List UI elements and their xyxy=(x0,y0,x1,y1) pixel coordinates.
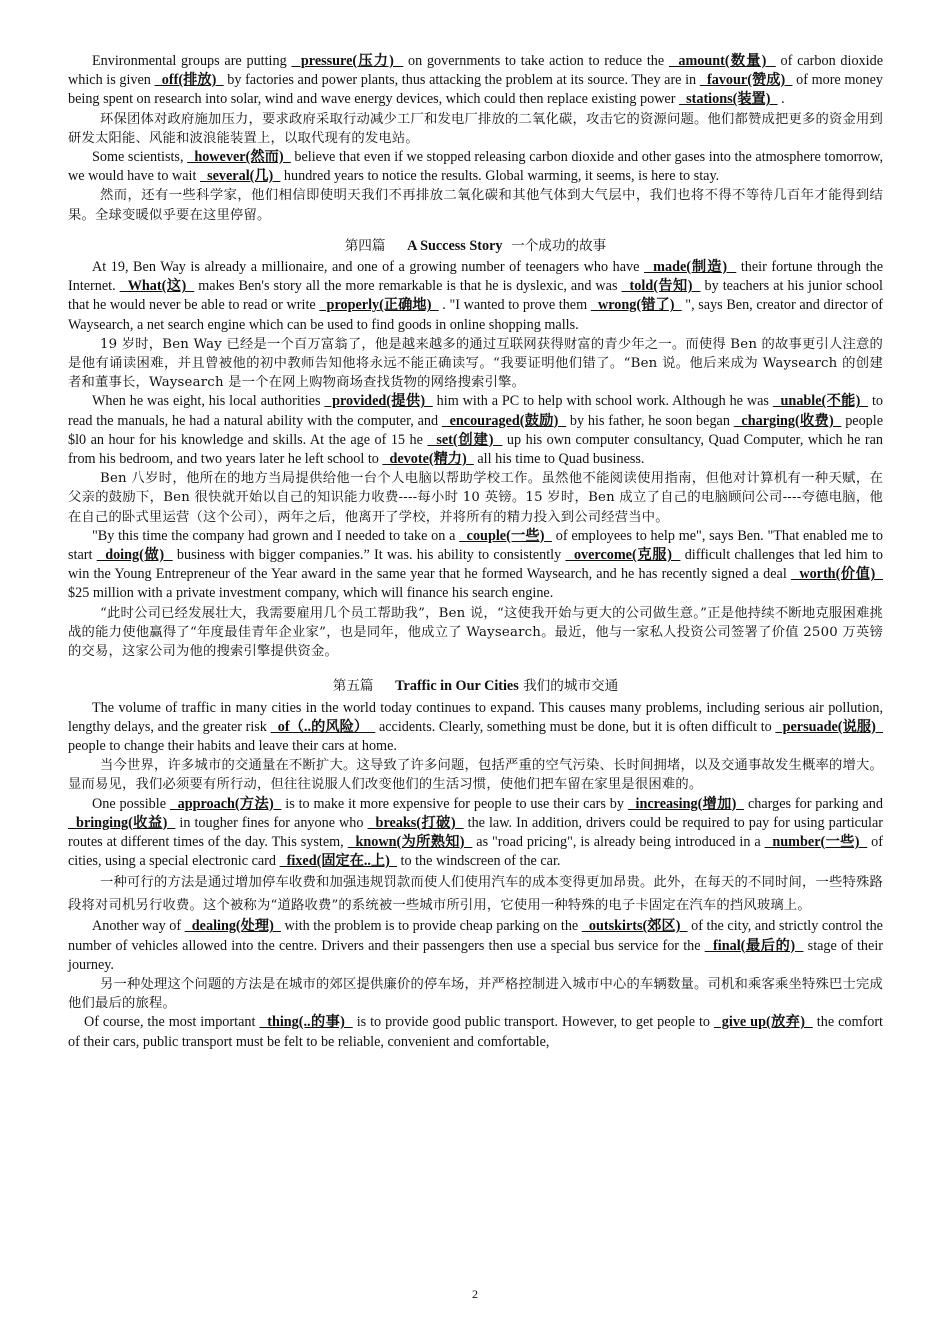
filled-blank: stations(装置) xyxy=(679,91,778,108)
paragraph-when-eight-zh: Ben 八岁时，他所在的地方当局提供给他一台个人电脑以帮助学校工作。虽然他不能阅读使用指南，但他对计算机有一种天赋，在父亲的鼓励下，Ben 很快就开始以自己的知识能力收费----每小时 10 英镑。15 岁时，Ben 成立了自己的电脑顾问公司----夸德电脑，他在自己的卧式里运营（这个公司），两年之后，他离开了学校，并将所有的精力投入到公司经营当中。 xyxy=(68,471,883,525)
filled-blank: bringing(收益) xyxy=(68,814,176,831)
section-title-success-story xyxy=(68,237,883,256)
filled-blank: number(一些) xyxy=(764,833,868,850)
paragraph-some-scientists: Some scientists, however(然而) believe that even if we stopped releasing carbon dioxide and other gases into the atmosphere tomorrow, we would have to wait several(几) hundred years to notice the results. Global warming, it seems, is here to stay. xyxy=(68,149,883,185)
filled-blank: amount(数量) xyxy=(668,53,776,69)
filled-blank: persuade(说服) xyxy=(775,718,883,735)
filled-blank: final(最后的) xyxy=(704,937,804,954)
section-prefix: 第四篇 xyxy=(344,237,386,254)
paragraph-one-possible-approach: One possible approach(方法) is to make it more expensive for people to use their cars by increasing(增加) charges for parking and bringing(收益) in tougher fines for anyone who breaks(打破) the law. In addition, drivers could be required to pay for using particular routes at different times of the day. This system, known(为所熟知) as "road pricing", is already being introduced in a number(一些) of cities, using a special electronic card fixed(固定在..上) to the windscreen of the car. xyxy=(68,795,883,870)
filled-blank: pressure(压力) xyxy=(291,53,404,69)
filled-blank: told(告知) xyxy=(621,278,701,295)
page-number: 2 xyxy=(472,1287,478,1301)
paragraph-of-course: Of course, the most important thing(..的事) is to provide good public transport. However, to get people to give up(放弃) the comfort of their cars, public transport must be felt to be reliable, convenient and comfortable, xyxy=(68,1014,883,1050)
section-name: A Success Story xyxy=(407,237,503,254)
paragraph-another-way: Another way of dealing(处理) with the problem is to provide cheap parking on the outskirts(郊区) of the city, and strictly control the number of vehicles allowed into the centre. Drivers and their passengers then use a special bus service for the final(最后的) stage of their journey. xyxy=(68,918,883,973)
filled-blank: give up(放弃) xyxy=(713,1014,813,1031)
filled-blank: properly(正确地) xyxy=(319,297,439,314)
paragraph-ben-way: At 19, Ben Way is already a millionaire, and one of a growing number of teenagers who have made(制造) their fortune through the Internet. What(这) makes Ben's story all the more remarkable is that he is dyslexic, and was told(告知) by teachers at his junior school that he would never be able to read or write properly(正确地) . "I wanted to prove them wrong(错了) ", says Ben, creator and director of Waysearch, a net search engine which can be used to find goods in online shopping malls. xyxy=(68,259,884,333)
paragraph-environmental-groups: Environmental groups are putting pressure(压力) on governments to take action to reduce the amount(数量) of carbon dioxide which is given off(排放) by factories and power plants, thus attacking the problem at its source. They are in favour(赞成) of more money being spent on research into solar, wind and wave energy devices, which could then replace existing power stations(装置) . xyxy=(68,53,883,108)
filled-blank: of（..的风险） xyxy=(270,718,376,735)
filled-blank: devote(精力) xyxy=(382,451,474,468)
filled-blank: What(这) xyxy=(119,278,195,295)
paragraph-traffic-volume-zh: 当今世界，许多城市的交通量在不断扩大。这导致了许多问题，包括严重的空气污染、长时间拥堵，以及交通事故发生概率的增大。显而易见，我们必须要有所行动，但往往说服人们改变他们的生活习惯，使他们把车留在家里是很困难的。 xyxy=(68,758,883,793)
filled-blank: encouraged(鼓励) xyxy=(441,412,567,429)
filled-blank: fixed(固定在..上) xyxy=(279,853,397,870)
filled-blank: made(制造) xyxy=(644,259,737,276)
filled-blank: couple(一些) xyxy=(459,527,553,544)
filled-blank: charging(收费) xyxy=(733,412,842,429)
section-name-zh: 一个成功的故事 xyxy=(511,237,607,254)
paragraph-when-eight: When he was eight, his local authorities provided(提供) him with a PC to help with school work. Although he was unable(不能) to read the manuals, he had a natural ability with the computer, and encouraged(鼓励) by his father, he soon began charging(收费) people $l0 an hour for his knowledge and skills. At the age of 15 he set(创建) up his own computer consultancy, Quad Computer, which he ran from his bedroom, and two years later he left school to devote(精力) all his time to Quad business. xyxy=(68,393,884,468)
filled-blank: however(然而) xyxy=(187,149,291,166)
filled-blank: outskirts(郊区) xyxy=(581,918,688,935)
filled-blank: overcome(克服) xyxy=(565,547,681,564)
filled-blank: known(为所熟知) xyxy=(347,833,473,850)
filled-blank: dealing(处理) xyxy=(184,918,281,935)
filled-blank: provided(提供) xyxy=(324,393,433,410)
filled-blank: favour(赞成) xyxy=(699,72,793,89)
filled-blank: wrong(错了) xyxy=(590,297,682,314)
section-prefix: 第五篇 xyxy=(332,678,374,695)
filled-blank: increasing(增加) xyxy=(627,795,745,812)
filled-blank: thing(..的事) xyxy=(259,1014,353,1031)
paragraph-another-way-zh: 另一种处理这个问题的方法是在城市的郊区提供廉价的停车场，并严格控制进入城市中心的车辆数量。司机和乘客乘坐特殊巴士完成他们最后的旅程。 xyxy=(68,976,883,1012)
filled-blank: doing(做) xyxy=(96,547,173,564)
paragraph-some-scientists-zh: 然而，还有一些科学家，他们相信即使明天我们不再排放二氧化碳和其他气体到大气层中，我们也将不得不等待几百年才能得到结果。全球变暖似乎要在这里停留。 xyxy=(68,188,883,223)
section-name: Traffic in Our Cities xyxy=(395,678,519,695)
paragraph-traffic-volume: The volume of traffic in many cities in the world today continues to expand. This causes many problems, including serious air pollution, lengthy delays, and the greater risk of（..的风险） accidents. Clearly, something must be done, but it is often difficult to persuade(说服) people to change their habits and leave their cars at home. xyxy=(68,699,883,754)
filled-blank: worth(价值) xyxy=(790,566,884,583)
paragraph-environmental-groups-zh: 环保团体对政府施加压力，要求政府采取行动减少工厂和发电厂排放的二氧化碳，攻击它的资源问题。他们都赞成把更多的资金用到研发太阳能、风能和波浪能装置上，以取代现有的发电站。 xyxy=(68,111,883,146)
filled-blank: approach(方法) xyxy=(169,795,282,812)
paragraph-ben-way-zh: 19 岁时，Ben Way 已经是一个百万富翁了，他是越来越多的通过互联网获得财富的青少年之一。而使得 Ben 的故事更引人注意的是他有诵读困难，并且曾被他的初中教师告知他将永远不能正确读写。“我要证明他们错了。“Ben 说。他后来成为 Waysearch 的创建者和董事长，Waysearch 是一个在网上购物商场查找货物的网络搜索引擎。 xyxy=(68,336,883,391)
filled-blank: unable(不能) xyxy=(772,393,869,410)
filled-blank: breaks(打破) xyxy=(367,814,464,831)
section-title-traffic xyxy=(68,677,883,696)
paragraph-one-possible-approach-zh: 一种可行的方法是通过增加停车收费和加强违规罚款而使人们使用汽车的成本变得更加昂贵。此外，在每天的不同时间，一些特殊路段将对司机另行收费。这个被称为“道路收费”的系统被一些城市所引用，它使用一种特殊的电子卡固定在汽车的挡风玻璃上。 xyxy=(68,875,883,914)
paragraph-company-grown-zh: “此时公司已经发展壮大，我需要雇用几个员工帮助我”，Ben 说，“这使我开始与更大的公司做生意。”正是他持续不断地克服困难挑战的能力使他赢得了“年度最佳青年企业家”，也是同年，他成立了 Waysearch。最近，他与一家私人投资公司签署了价值 2500 万英镑的交易，这家公司为他的搜索引擎提供资金。 xyxy=(68,605,883,660)
filled-blank: set(创建) xyxy=(427,431,503,448)
filled-blank: several(几) xyxy=(200,168,281,185)
document-page xyxy=(68,52,883,1052)
section-name-zh: 我们的城市交通 xyxy=(523,678,619,695)
paragraph-company-grown: "By this time the company had grown and I needed to take on a couple(一些) of employees to help me", says Ben. "That enabled me to start doing(做) business with bigger companies.” It was. his ability to consistently overcome(克服) difficult challenges that led him to win the Young Entrepreneur of the Year award in the same year that he formed Waysearch, and he has recently signed a deal worth(价值) $25 million with a private investment company, which will finance his search engine. xyxy=(68,527,884,602)
filled-blank: off(排放) xyxy=(154,72,224,89)
